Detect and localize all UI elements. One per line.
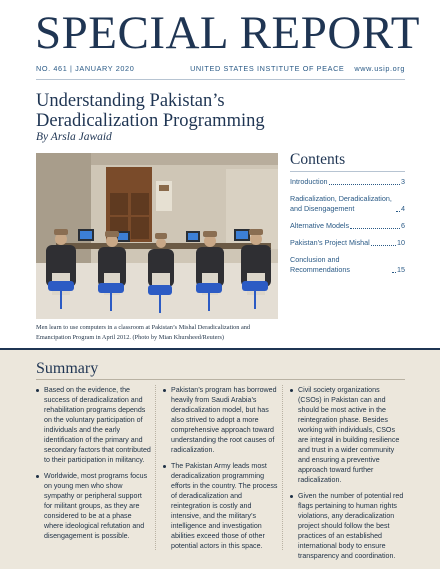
report-title-line-1: Understanding Pakistan’s (36, 91, 225, 111)
summary-column-3 (290, 385, 405, 567)
toc-item-label: Conclusion and Recommendations (290, 255, 350, 274)
contents-divider (290, 171, 405, 172)
summary-bullet: Pakistan’s program has borrowed heavily from Saudi Arabia’s deradicalization model, but has also strived to adopt a more comprehensive approach toward understanding the root causes of radicalization. (163, 385, 278, 455)
toc-item[interactable] (290, 194, 405, 214)
summary-bullet: Worldwide, most programs focus on young men who show sympathy or peripheral support for militant groups, as they are considered to be at a phase where ideological refutation and disengagement is possible. (36, 471, 151, 541)
toc-item-page: 6 (401, 221, 405, 230)
toc-item-page: 10 (397, 238, 405, 247)
summary-bullet: Civil society organizations (CSOs) in Pakistan can and should be most active in the reintegration phase. Besides working with individuals, CSOs are integral in building resilience and trust in a wider community and ensuring a preventive approach toward further radicalization. (290, 385, 405, 485)
issue-meta-row (36, 64, 405, 76)
column-divider (282, 385, 283, 550)
classroom-photo-illustration (36, 153, 278, 319)
toc-leader-dots (350, 228, 400, 229)
toc-item-page: 4 (401, 204, 405, 213)
toc-item-label: Alternative Models (290, 221, 350, 230)
byline: By Arsla Jawaid (36, 131, 112, 143)
toc-leader-dots (329, 184, 400, 185)
summary-heading: Summary (36, 360, 99, 377)
summary-divider (36, 379, 405, 380)
summary-top-border (0, 348, 440, 350)
summary-column-1 (36, 385, 151, 547)
toc-item-page: 3 (401, 177, 405, 186)
issue-number: NO. 461 | JANUARY 2020 (36, 64, 135, 73)
toc-item[interactable] (290, 255, 405, 275)
toc-item[interactable] (290, 221, 405, 231)
table-of-contents (290, 177, 405, 282)
contents-heading: Contents (290, 151, 346, 168)
publisher-name: UNITED STATES INSTITUTE OF PEACE (190, 64, 345, 73)
toc-item-label: Pakistan’s Project Mishal (290, 238, 370, 247)
toc-item-label: Introduction (290, 177, 328, 186)
website-link[interactable]: www.usip.org (354, 64, 405, 73)
toc-item-page: 15 (397, 265, 405, 274)
classroom-photo (36, 153, 278, 319)
summary-column-2 (163, 385, 278, 557)
toc-leader-dots (396, 211, 400, 212)
toc-leader-dots (392, 272, 396, 273)
summary-bullet: Based on the evidence, the success of deradicalization and rehabilitation programs depends on the voluntary participation of individuals and the early identification of the primary and secondary factors that contributed to their participation in militancy. (36, 385, 151, 465)
column-divider (155, 385, 156, 550)
summary-bullet: The Pakistan Army leads most deradicalization programming efforts in the country. The process of deradicalization and reintegration is costly and intensive, and the military’s intelligence and investigation abilities exceed those of other potential actors in this space. (163, 461, 278, 551)
toc-item[interactable] (290, 238, 405, 248)
toc-item-label: Radicalization, Deradicalization, and Disengagement (290, 194, 392, 213)
toc-leader-dots (371, 245, 396, 246)
header-divider (36, 79, 405, 80)
toc-item[interactable] (290, 177, 405, 187)
publisher-info (190, 64, 405, 73)
masthead: SPECIAL REPORT (35, 7, 421, 59)
report-title (36, 91, 296, 131)
photo-caption: Men learn to use computers in a classroom at Pakistan’s Mishal Deradicalization and Emancipation Program in April 2012. (Photo by Mian Khursheed/Reuters) (36, 324, 251, 341)
report-title-line-2: Deradicalization Programming (36, 111, 265, 131)
summary-bullet: Given the number of potential red flags pertaining to human rights violations, any deradicalization project should follow the best practices of an established international body to ensure transparency and coordination. (290, 491, 405, 561)
